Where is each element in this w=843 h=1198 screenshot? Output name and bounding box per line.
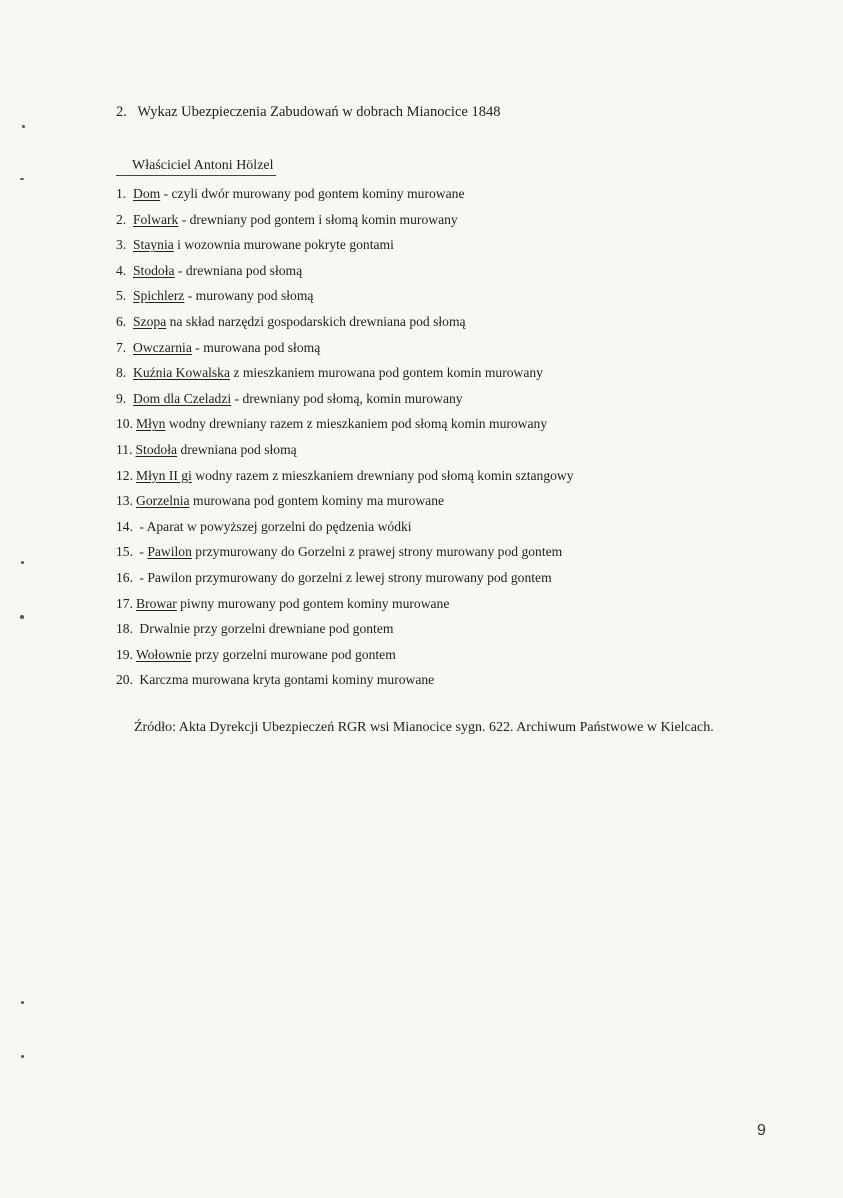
list-item bbox=[116, 360, 574, 386]
scan-speck bbox=[21, 1001, 24, 1004]
item-number: 16. bbox=[116, 569, 133, 585]
list-item bbox=[116, 565, 574, 591]
list-item bbox=[116, 207, 574, 233]
item-building-name: Staynia bbox=[133, 237, 174, 253]
item-building-name: Gorzelnia bbox=[136, 493, 190, 509]
item-building-name: Dom dla Czeladzi bbox=[133, 390, 232, 406]
scan-speck bbox=[21, 1055, 24, 1058]
item-description: wodny razem z mieszkaniem drewniany pod słomą komin sztangowy bbox=[191, 467, 574, 483]
list-item bbox=[116, 463, 574, 489]
item-description: - murowany pod słomą bbox=[184, 288, 314, 304]
item-number: 11. bbox=[116, 441, 133, 457]
item-description: i wozownia murowane pokryte gontami bbox=[173, 237, 394, 253]
list-item bbox=[116, 591, 574, 617]
item-number: 17. bbox=[116, 595, 133, 611]
item-number: 6. bbox=[116, 313, 127, 329]
item-building-name: Młyn bbox=[136, 416, 166, 432]
list-item bbox=[116, 539, 574, 565]
item-building-name: Szopa bbox=[133, 313, 167, 329]
list-item bbox=[116, 283, 574, 309]
item-description: - drewniany pod słomą, komin murowany bbox=[231, 390, 463, 406]
item-number: 2. bbox=[116, 211, 127, 227]
scan-speck bbox=[20, 178, 24, 180]
item-number: 14. bbox=[116, 518, 133, 534]
item-description: przy gorzelni murowane pod gontem bbox=[191, 646, 396, 662]
item-number: 8. bbox=[116, 365, 127, 381]
list-item bbox=[116, 258, 574, 284]
source-note: Źródło: Akta Dyrekcji Ubezpieczeń RGR wsi Mianocice sygn. 622. Archiwum Państwowe w Kielcach. bbox=[134, 720, 714, 735]
item-description: przymurowany do Gorzelni z prawej strony murowany pod gontem bbox=[191, 544, 563, 560]
item-number: 13. bbox=[116, 493, 133, 509]
scan-speck bbox=[22, 125, 25, 128]
item-number: 1. bbox=[116, 186, 127, 201]
item-prefix: - bbox=[136, 544, 148, 560]
item-description: Karczma murowana kryta gontami kominy murowane bbox=[136, 672, 435, 688]
document-heading bbox=[116, 104, 500, 121]
item-number: 15. bbox=[116, 544, 133, 560]
item-number: 5. bbox=[116, 288, 127, 304]
item-building-name: Dom bbox=[133, 186, 161, 201]
item-description: - murowana pod słomą bbox=[191, 339, 321, 355]
item-building-name: Browar bbox=[136, 595, 177, 611]
item-number: 20. bbox=[116, 672, 133, 688]
item-description: wodny drewniany razem z mieszkaniem pod słomą komin murowany bbox=[165, 416, 548, 432]
item-number: 19. bbox=[116, 646, 133, 662]
item-description: z mieszkaniem murowana pod gontem komin murowany bbox=[230, 365, 543, 381]
item-building-name: Młyn II gi bbox=[136, 467, 192, 483]
owner-line bbox=[116, 158, 276, 176]
owner-text: Właściciel Antoni Hölzel bbox=[132, 158, 274, 173]
item-number: 3. bbox=[116, 237, 127, 253]
item-description: - czyli dwór murowany pod gontem kominy murowane bbox=[160, 186, 465, 201]
item-building-name: Folwark bbox=[133, 211, 179, 227]
item-description: murowana pod gontem kominy ma murowane bbox=[189, 493, 445, 509]
item-description: Drwalnie przy gorzelni drewniane pod gontem bbox=[136, 621, 394, 637]
item-number: 10. bbox=[116, 416, 133, 432]
list-item bbox=[116, 488, 574, 514]
scan-speck bbox=[20, 615, 24, 619]
list-item bbox=[116, 616, 574, 642]
item-description: na skład narzędzi gospodarskich drewniana pod słomą bbox=[166, 313, 466, 329]
list-item bbox=[116, 335, 574, 361]
item-building-name: Spichlerz bbox=[133, 288, 185, 304]
item-description: - drewniany pod gontem i słomą komin murowany bbox=[178, 211, 458, 227]
scan-speck bbox=[21, 561, 24, 564]
item-description: drewniana pod słomą bbox=[177, 441, 297, 457]
page-number: 9 bbox=[757, 1122, 766, 1139]
list-item bbox=[116, 437, 574, 463]
item-description: - drewniana pod słomą bbox=[174, 262, 303, 278]
item-description: - Pawilon przymurowany do gorzelni z lewej strony murowany pod gontem bbox=[136, 569, 552, 585]
list-item bbox=[116, 411, 574, 437]
list-item bbox=[116, 514, 574, 540]
item-building-name: Stodoła bbox=[133, 262, 175, 278]
item-number: 9. bbox=[116, 390, 127, 406]
item-building-name: Stodoła bbox=[135, 441, 178, 457]
item-number: 18. bbox=[116, 621, 133, 637]
item-description: piwny murowany pod gontem kominy murowane bbox=[176, 595, 450, 611]
list-item bbox=[116, 667, 574, 693]
list-item bbox=[116, 232, 574, 258]
item-number: 4. bbox=[116, 262, 127, 278]
heading-number: 2. bbox=[116, 104, 127, 120]
item-building-name: Pawilon bbox=[147, 544, 192, 560]
list-item bbox=[116, 642, 574, 668]
list-item bbox=[116, 181, 574, 207]
item-number: 7. bbox=[116, 339, 127, 355]
item-building-name: Kuźnia Kowalska bbox=[133, 365, 231, 381]
item-building-name: Wołownie bbox=[136, 646, 192, 662]
list-item bbox=[116, 309, 574, 335]
heading-text: Wykaz Ubezpieczenia Zabudowań w dobrach Mianocice 1848 bbox=[137, 104, 501, 120]
item-description: - Aparat w powyższej gorzelni do pędzenia wódki bbox=[136, 518, 412, 534]
building-list bbox=[116, 181, 574, 693]
item-building-name: Owczarnia bbox=[133, 339, 192, 355]
list-item bbox=[116, 386, 574, 412]
item-number: 12. bbox=[116, 467, 133, 483]
